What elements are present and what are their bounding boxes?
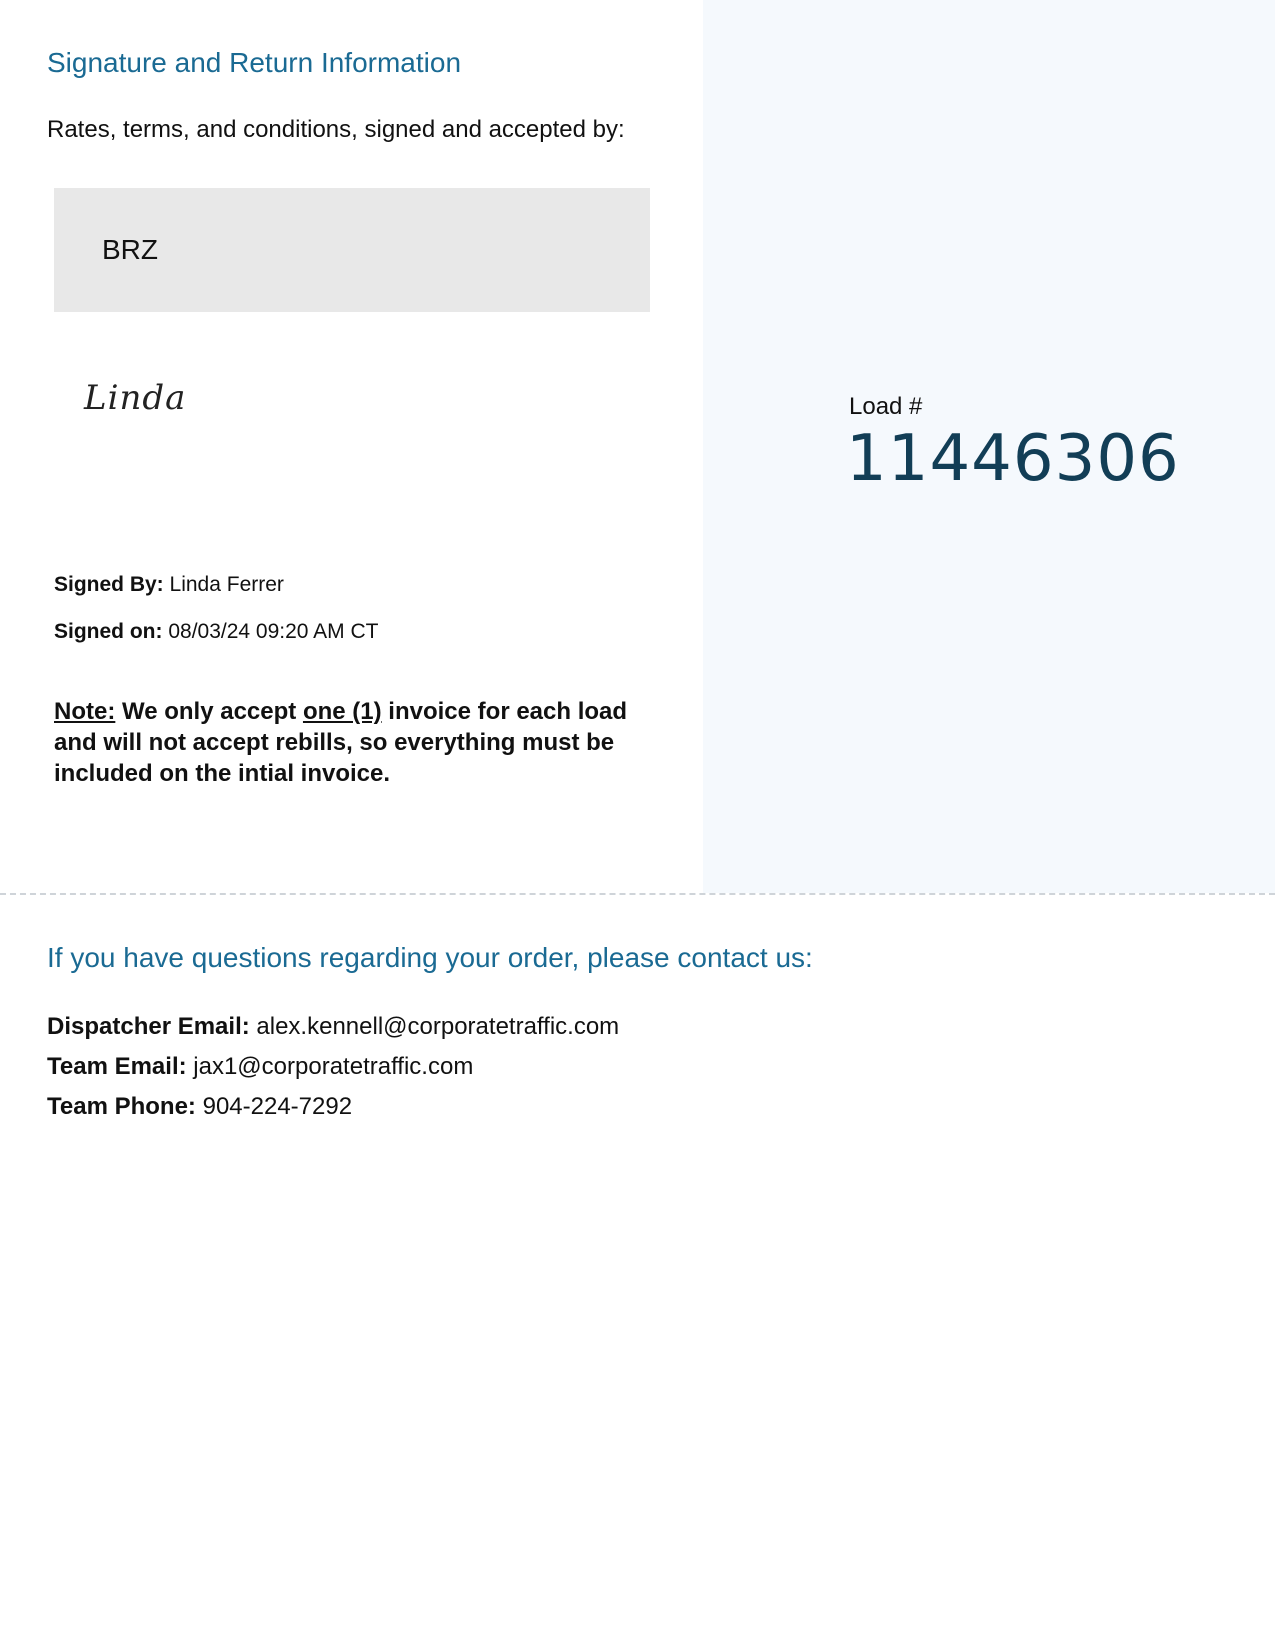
- section-title-signature: Signature and Return Information: [47, 47, 462, 78]
- team-email-label: Team Email:: [47, 1053, 187, 1080]
- note-emphasis: one (1): [302, 698, 382, 725]
- signed-by-value: Linda Ferrer: [169, 573, 284, 596]
- signed-by-line: [54, 573, 284, 597]
- team-email-line: [47, 1053, 473, 1081]
- section-title-contact: If you have questions regarding your order, please contact us:: [47, 942, 813, 973]
- load-number: 11446306: [846, 422, 1180, 496]
- load-label: Load #: [849, 393, 923, 420]
- dispatcher-email-line: [47, 1013, 619, 1041]
- signed-by-label: Signed By:: [54, 573, 164, 596]
- dispatcher-email-value[interactable]: alex.kennell@corporatetraffic.com: [256, 1013, 620, 1040]
- company-name-box: [54, 188, 650, 312]
- dispatcher-email-label: Dispatcher Email:: [47, 1013, 250, 1040]
- note-label: Note:: [54, 698, 116, 725]
- company-name: BRZ: [102, 234, 158, 265]
- team-phone-label: Team Phone:: [47, 1093, 196, 1120]
- dashed-divider: [0, 893, 1275, 895]
- handwritten-signature: Linda: [84, 378, 187, 418]
- team-email-value[interactable]: jax1@corporatetraffic.com: [193, 1053, 474, 1080]
- signed-on-value: 08/03/24 09:20 AM CT: [168, 620, 379, 643]
- signed-on-line: [54, 620, 378, 644]
- team-phone-line: [47, 1093, 352, 1121]
- invoice-note: [54, 696, 634, 789]
- team-phone-value[interactable]: 904-224-7292: [202, 1093, 353, 1120]
- signed-on-label: Signed on:: [54, 620, 163, 643]
- acceptance-intro: Rates, terms, and conditions, signed and accepted by:: [47, 116, 625, 143]
- note-text-2: invoice for each load and will not accept rebills, so everything must be included on the intial invoice.: [54, 698, 628, 787]
- note-text-1: We only accept: [115, 698, 303, 725]
